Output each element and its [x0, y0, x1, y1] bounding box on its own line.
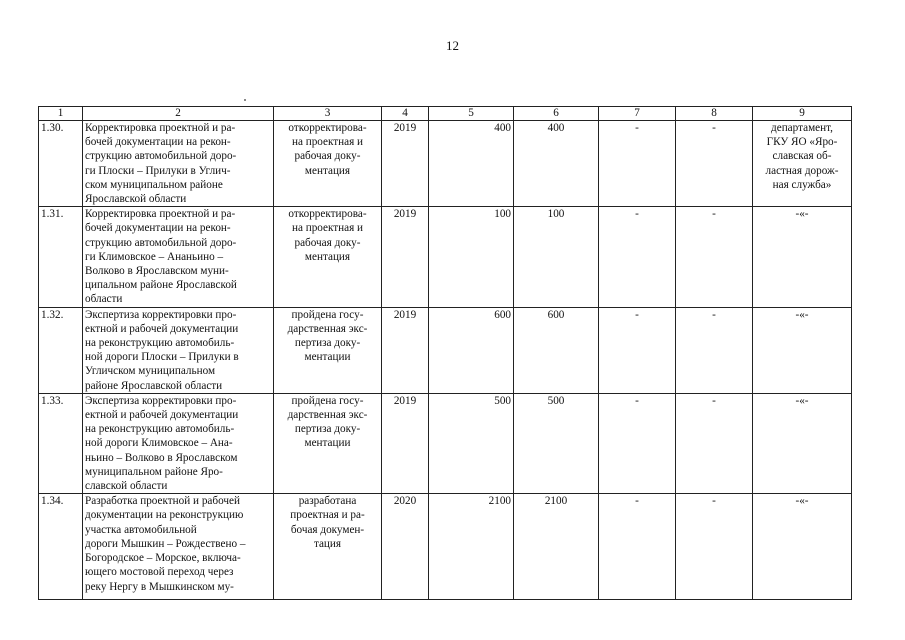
amount-cell: 400 [429, 121, 514, 207]
result-cell-line: пертиза доку- [294, 423, 361, 436]
description-cell-line: струкцию автомобильной доро- [85, 236, 237, 249]
result-cell-line: ментации [304, 351, 351, 364]
result-cell-line: на проектная и [291, 222, 364, 235]
description-cell-line: ектной и рабочей документации [85, 322, 239, 335]
description-cell-line: на реконструкцию автомобиль- [85, 337, 235, 350]
amount-cell: - [599, 207, 676, 307]
header-cell: 2 [83, 107, 274, 121]
description-cell-line: участка автомобильной [85, 523, 197, 536]
description-cell [83, 494, 274, 600]
result-cell-line: дарственная экс- [287, 322, 368, 335]
result-cell-line: пертиза доку- [294, 337, 361, 350]
year-cell: 2019 [382, 307, 429, 393]
amount-cell: - [599, 121, 676, 207]
result-cell-line: на проектная и [291, 136, 364, 149]
description-cell [83, 393, 274, 493]
executor-cell [753, 494, 852, 600]
scan-speck [244, 99, 246, 101]
amount-cell: - [676, 121, 753, 207]
executor-cell [753, 121, 852, 207]
result-cell-line: ментация [304, 250, 351, 263]
table-row [39, 307, 852, 393]
description-cell-line: области [85, 293, 123, 306]
year-cell: 2019 [382, 393, 429, 493]
description-cell-line: Корректировка проектной и ра- [85, 122, 236, 134]
result-cell-line: ментация [304, 164, 351, 177]
amount-cell: 400 [514, 121, 599, 207]
result-cell-line: проектная и ра- [290, 509, 365, 522]
description-cell-line: ском муниципальном районе [85, 178, 223, 191]
description-cell-line: районе Ярославской области [85, 379, 223, 392]
executor-cell [753, 207, 852, 307]
description-cell [83, 307, 274, 393]
item-number-cell: 1.32. [39, 307, 83, 393]
amount-cell: - [599, 307, 676, 393]
table-row [39, 393, 852, 493]
year-cell: 2019 [382, 121, 429, 207]
result-cell-line: дарственная экс- [287, 409, 368, 422]
amount-cell: 600 [429, 307, 514, 393]
executor-cell-line: ластная дорож- [765, 164, 839, 177]
executor-cell-line: ГКУ ЯО «Яро- [766, 136, 838, 149]
page-number: 12 [446, 38, 459, 53]
description-cell-line: славской области [85, 480, 168, 493]
description-cell [83, 121, 274, 207]
result-cell-line: рабочая доку- [294, 236, 361, 249]
header-row [39, 107, 852, 121]
program-table [38, 106, 852, 600]
description-cell-line: струкцию автомобильной доро- [85, 150, 237, 163]
description-cell-line: ги Климовское – Ананьино – [85, 250, 224, 263]
header-cell: 4 [382, 107, 429, 121]
amount-cell: 2100 [514, 494, 599, 600]
description-cell-line: ющего мостовой переход через [85, 566, 234, 579]
header-cell: 3 [274, 107, 382, 121]
result-cell-line: откорректирова- [288, 122, 367, 134]
amount-cell: - [676, 494, 753, 600]
description-cell-line: Экспертиза корректировки про- [85, 308, 237, 321]
description-cell-line: бочей документации на рекон- [85, 222, 231, 235]
amount-cell: - [676, 393, 753, 493]
description-cell-line: ципальном районе Ярославской [85, 279, 237, 292]
result-cell-line: ментации [304, 437, 351, 450]
description-cell-line: Экспертиза корректировки про- [85, 394, 237, 407]
result-cell-line: откорректирова- [288, 208, 367, 221]
result-cell [274, 121, 382, 207]
description-cell-line: ектной и рабочей документации [85, 409, 239, 422]
year-cell: 2020 [382, 494, 429, 600]
header-cell: 7 [599, 107, 676, 121]
amount-cell: 500 [429, 393, 514, 493]
result-cell-line: разработана [298, 495, 357, 508]
executor-cell-line: -«- [795, 495, 809, 508]
description-cell-line: муниципальном районе Яро- [85, 465, 223, 478]
description-cell-line: Угличском муниципальном [85, 365, 216, 378]
result-cell-line: пройдена госу- [291, 308, 364, 321]
result-cell-line: рабочая доку- [294, 150, 361, 163]
executor-cell [753, 307, 852, 393]
header-cell: 6 [514, 107, 599, 121]
description-cell [83, 207, 274, 307]
result-cell-line: тация [313, 537, 342, 550]
executor-cell-line: -«- [795, 308, 809, 321]
amount-cell: - [676, 207, 753, 307]
description-cell-line: Ярославской области [85, 193, 187, 206]
result-cell [274, 207, 382, 307]
amount-cell: - [676, 307, 753, 393]
amount-cell: - [599, 393, 676, 493]
item-number-cell: 1.33. [39, 393, 83, 493]
description-cell-line: ной дороги Климовское – Ана- [85, 437, 233, 450]
item-number-cell: 1.31. [39, 207, 83, 307]
amount-cell: 100 [429, 207, 514, 307]
item-number-cell: 1.34. [39, 494, 83, 600]
amount-cell: 500 [514, 393, 599, 493]
result-cell [274, 494, 382, 600]
amount-cell: 600 [514, 307, 599, 393]
executor-cell [753, 393, 852, 493]
description-cell-line: дороги Мышкин – Рождествено – [85, 537, 246, 550]
amount-cell: 100 [514, 207, 599, 307]
table-row [39, 121, 852, 207]
description-cell-line: Корректировка проектной и ра- [85, 208, 236, 221]
description-cell-line: Волково в Ярославском муни- [85, 265, 229, 278]
description-cell-line: ной дороги Плоски – Прилуки в [85, 351, 239, 364]
result-cell-line: пройдена госу- [291, 394, 364, 407]
executor-cell-line: департамент, [771, 122, 833, 134]
result-cell-line: бочая докумен- [290, 523, 365, 536]
header-cell: 5 [429, 107, 514, 121]
executor-cell-line: славская об- [772, 150, 832, 163]
header-cell: 9 [753, 107, 852, 121]
executor-cell-line: ная служба» [772, 178, 832, 191]
executor-cell-line: -«- [795, 394, 809, 407]
description-cell-line: бочей документации на рекон- [85, 136, 231, 149]
item-number-cell: 1.30. [39, 121, 83, 207]
description-cell-line: ги Плоски – Прилуки в Углич- [85, 164, 231, 177]
executor-cell-line: -«- [795, 208, 809, 221]
table-row [39, 494, 852, 600]
description-cell-line: Богородское – Морское, включа- [85, 552, 241, 565]
amount-cell: - [599, 494, 676, 600]
description-cell-line: реку Нергу в Мышкинском му- [85, 580, 234, 593]
description-cell-line: на реконструкцию автомобиль- [85, 423, 235, 436]
result-cell [274, 393, 382, 493]
table-row [39, 207, 852, 307]
year-cell: 2019 [382, 207, 429, 307]
amount-cell: 2100 [429, 494, 514, 600]
result-cell [274, 307, 382, 393]
description-cell-line: Разработка проектной и рабочей [85, 495, 240, 508]
description-cell-line: документации на реконструкцию [85, 509, 244, 522]
header-cell: 8 [676, 107, 753, 121]
description-cell-line: ньино – Волково в Ярославском [85, 451, 238, 464]
header-cell: 1 [39, 107, 83, 121]
